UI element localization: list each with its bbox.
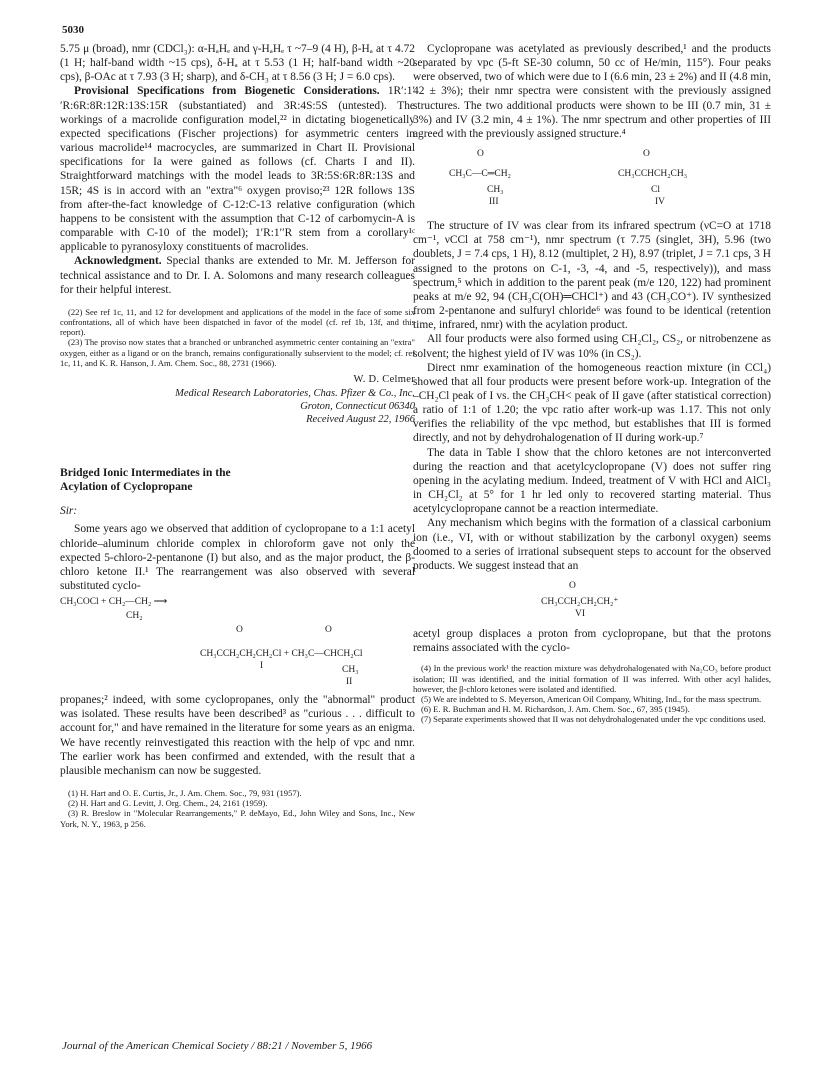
carbonyl-oxygen: O xyxy=(236,625,243,636)
author-affiliation: Medical Research Laboratories, Chas. Pfizer & Co., Inc. xyxy=(175,388,415,400)
carbonium-ion: CH₃CCH₂CH₂CH₂⁺ xyxy=(541,597,619,607)
paragraph: The structure of IV was clear from its infrared spectrum (νC=O at 1718 cm⁻¹, νCCl at 758 cm⁻¹), nmr spectrum (τ 7.75 (singlet, 3H), 5.96 (two doublets, J = 7.4 cps, 1 H), 8.12 (multiplet, 2 H), 8.97 (triplet, J = 7.1 cps, 3 H assigned to the protons on C-1, -3, -4, and -5, respectively)), and mass spectrum,⁵ which in addition to the parent peak (m/e 120, 122) had prominent peaks at m/e 92, 94 (CH₃C(OH)═CHCl⁺) and 43 (CH₃CO⁺). IV synthesized from 2-pentanone and sulfuryl chloride⁶ was found to be identical (retention time, infrared, nmr) with the acylation product. xyxy=(413,220,771,332)
paragraph: Cyclopropane was acetylated as previously described,¹ and the products separated by vpc (5-ft SE-30 column, 50 cc of He/min, 115°). Four peaks were observed, two of which were due to I (6.6 min, 23 ± 2%) and II (4.8 min, 42 ± 3%); their nmr spectra were consistent with the previously assigned structures. The two additional products were shown to be III (0.7 min, 31 ± 3%) and IV (3.2 min, 4 ± 1%). The nmr spectrum and other properties of III agreed with the previously assigned structure.⁴ xyxy=(413,43,771,140)
carbonyl-oxygen: O xyxy=(643,149,650,160)
methyl-group: CH₃ xyxy=(342,665,359,676)
article-title xyxy=(60,466,415,494)
carbonyl-oxygen: O xyxy=(477,149,484,160)
run-in-heading: Provisional Specifications from Biogenetic Considerations. xyxy=(74,85,380,98)
footnotes xyxy=(60,788,415,829)
right-column xyxy=(413,42,771,725)
journal-footer: Journal of the American Chemical Society / 88:21 / November 5, 1966 xyxy=(62,1040,373,1052)
paragraph: propanes;² indeed, with some cyclopropanes, only the "abnormal" product was isolated. These results have been described³ as "curious . . . difficult to account for," and have remained in the literature for some years as an enigma. We have recently reinvestigated this reaction with the help of vpc and nmr. The earlier work has been confirmed and extended, with the result that a plausible mechanism can now be suggested. xyxy=(60,694,415,777)
compound-label: I xyxy=(260,661,264,672)
footnote: (4) In the previous work¹ the reaction mixture was dehydrohalogenated with Na₂CO₃ before product isolation; III was identified, and the initial formation of II was inferred. With other acyl halides, however, the β-chloro ketones were isolated and identified. xyxy=(413,663,771,694)
chlorine: Cl xyxy=(651,185,660,196)
structure-III: CH₃C—C═CH₂ xyxy=(449,169,511,180)
structure-VI xyxy=(413,579,771,623)
footnotes xyxy=(60,307,415,368)
paragraph: All four products were also formed using CH₂Cl₂, CS₂, or nitrobenzene as solvent; the highest yield of IV was 10% (in CS₂). xyxy=(413,333,771,360)
footnote: (22) See ref 1c, 11, and 12 for development and applications of the model in the face of some six confrontations, all of which have been dispatched in favor of the model (cf. ref 1b, 13f, and this report). xyxy=(60,306,415,338)
author-location: Groton, Connecticut 06340 xyxy=(300,401,415,413)
structure-IV: CH₃CCHCH₂CH₃ xyxy=(618,169,688,180)
acknowledgment xyxy=(60,254,415,296)
paragraph-body: 1R′:1′′R:6R:8R:12R:13S:15R (substantiated) and 3R:4S:5S (untested). The workings of a macrolide configuration model,²² in dictating biogenetically expected specifications (Fischer projections) for asymmetric centers in various macrolide¹⁴ macrocycles, are summarized in Chart II. Provisional specifications for Ia were gained as follows (cf. Charts I and II). Straightforward matchings with the model leads to 3R:5S:6R:8R:13S and 15R; 4S is in accord with an "extra"⁶ oxygen proviso;²³ 12R follows 13S from after-the-fact knowledge of C-12:C-13 relative configuration (which happens to be consistent with the assumption that C-12 of carbomycin-A is comparable with C-10 of the model); 1′R:1′′R stem from a corollary¹ᶜ applicable to pyranosyloxy constituents of macrolides. xyxy=(60,85,415,254)
author-name: W. D. Celmer xyxy=(353,374,415,386)
paragraph: Some years ago we observed that addition of cyclopropane to a 1:1 acetyl chloride–aluminum chloride complex in chloroform gave not only the expected 5-chloro-2-pentanone (I) but also, and as the major product, the β-chloro ketone II.¹ The rearrangement was also observed with several substituted cyclo- xyxy=(60,523,415,592)
article-title-line: Acylation of Cyclopropane xyxy=(60,480,193,494)
footnote: (2) H. Hart and G. Levitt, J. Org. Chem., 24, 2161 (1959). xyxy=(68,798,268,809)
paragraph: The data in Table I show that the chloro ketones are not interconverted during the reaction and that acetylcyclopropane (V) does not suffer ring opening in the acylating medium. Indeed, treatment of V with HCl and AlCl₃ in CH₂Cl₂ at 5° for 1 hr led only to recovered starting material. Thus acetylcyclopropane cannot be a reaction intermediate. xyxy=(413,446,771,516)
run-in-heading: Acknowledgment. xyxy=(74,255,162,268)
compound-label: VI xyxy=(575,609,586,619)
paragraph xyxy=(60,84,415,254)
carbonyl-oxygen: O xyxy=(569,581,576,591)
paragraph-body: Special thanks are extended to Mr. M. Jefferson for technical assistance and to Dr. I. A. Solomons and many research colleagues for their helpful interest. xyxy=(60,255,415,296)
ring-carbon: CH₂ xyxy=(126,611,143,622)
footnote: (3) R. Breslow in "Molecular Rearrangements," P. deMayo, Ed., John Wiley and Sons, Inc., New York, N. Y., 1963, p 256. xyxy=(60,808,415,829)
article-title-line: Bridged Ionic Intermediates in the xyxy=(60,466,231,480)
methyl-group: CH₃ xyxy=(487,185,504,196)
paragraph: Any mechanism which begins with the formation of a classical carbonium ion (i.e., VI, with or without stabilization by the carbonyl oxygen) seems doomed to a series of irrational subsequent steps to account for the observed products. We suggest instead that an xyxy=(413,517,771,572)
footnote: (5) We are indebted to S. Meyerson, American Oil Company, Whiting, Ind., for the mass spectrum. xyxy=(421,693,762,704)
footnote: (6) E. R. Buchman and H. M. Richardson, J. Am. Chem. Soc., 67, 395 (1945). xyxy=(421,704,690,715)
footnotes xyxy=(413,663,771,724)
left-column xyxy=(60,42,415,829)
footnote: (7) Separate experiments showed that II was not dehydrohalogenated under the vpc conditions used. xyxy=(421,714,766,725)
salutation: Sir: xyxy=(60,505,78,518)
reactants: CH₃COCl + CH₂—CH₂ ⟶ xyxy=(60,597,168,608)
carbonyl-oxygen: O xyxy=(325,625,332,636)
paragraph: acetyl group displaces a proton from cyclopropane, but that the protons remains associated with the cyclo- xyxy=(413,628,771,655)
reaction-scheme xyxy=(60,593,415,688)
paragraph: Direct nmr examination of the homogeneous reaction mixture (in CCl₄) showed that all four products were present before work-up. Integration of the –CH₂Cl peak of I vs. the CH₃CH< peak of II gave (after statistical correction) a ratio of 1:1 of 1.20; the vpc ratio after work-up was 1.17. This not only verifies the reliability of the vpc method, but establishes that III is formed directly, and not by dehydrohalogenation of II during work-up.⁷ xyxy=(413,361,771,445)
footnote: (1) H. Hart and O. E. Curtis, Jr., J. Am. Chem. Soc., 79, 931 (1957). xyxy=(68,788,302,799)
compound-label: IV xyxy=(655,197,666,208)
footnote: (23) The proviso now states that a branched or unbranched asymmetric center containing an "extra" oxygen, either as a ligand or on the branch, remains configurationally subservient to the model; cf. ref 1c, 11, and K. R. Hanson, J. Am. Chem. Soc., 88, 2731 (1966). xyxy=(60,337,415,368)
products: CH₃CCH₂CH₂CH₂Cl + CH₃C—CHCH₂Cl xyxy=(200,649,363,660)
received-date: Received August 22, 1966 xyxy=(306,414,415,426)
structures-III-IV xyxy=(413,147,771,215)
paragraph: 5.75 μ (broad), nmr (CDCl₃): α-HₐHₑ and γ-HₐHₑ τ ~7–9 (4 H), β-Hₐ at τ 4.72 (1 H; half-band width ~15 cps), δ-Hₐ at τ 5.53 (1 H; half-band width ~20 cps), β-OAc at τ 7.93 (3 H; sharp), and δ-CH₃ at τ 8.56 (3 H; J = 6.0 cps). xyxy=(60,43,415,84)
compound-label: III xyxy=(489,197,499,208)
compound-label: II xyxy=(346,677,353,688)
page-number: 5030 xyxy=(62,24,84,36)
